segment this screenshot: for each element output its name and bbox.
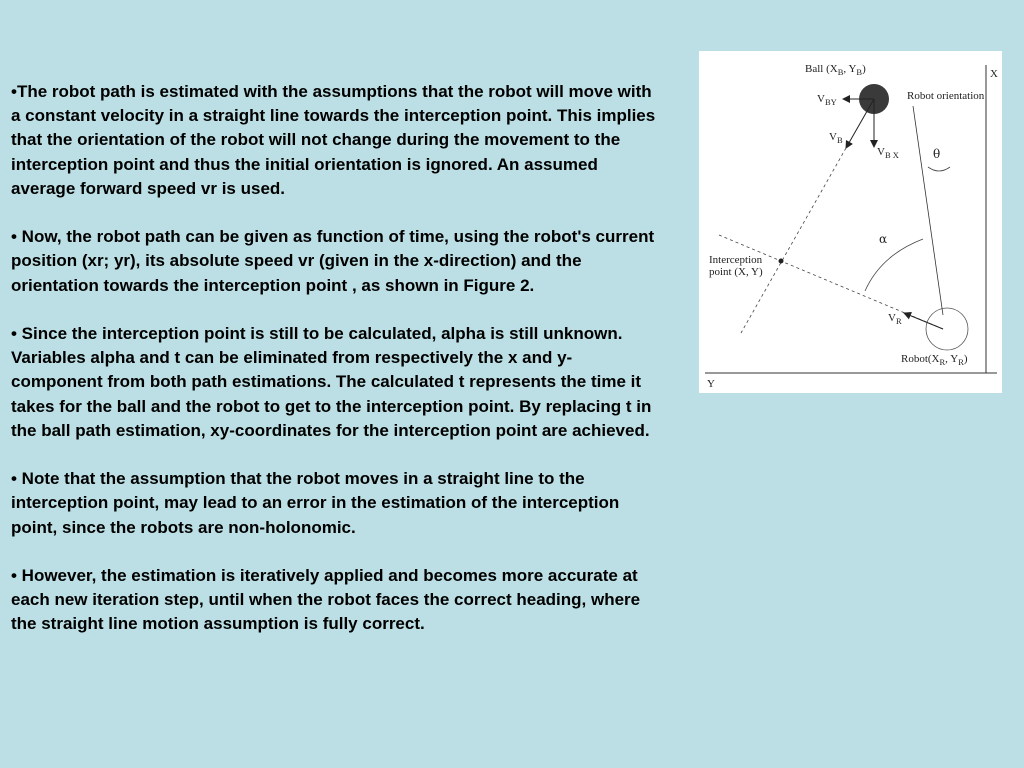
- axis-x-label: X: [990, 68, 998, 80]
- vr-arrow: [904, 313, 943, 329]
- paragraph-5: • However, the estimation is iteratively applied and becomes more accurate at each new iteration step, until when the robot faces the correct heading, where the straight line motion assumption is fully correct.: [11, 566, 641, 634]
- paragraph-3: • Since the interception point is still to be calculated, alpha is still unknown. Variables alpha and t can be eliminated from respectively the x and y-component from both path estimations. The calculated t represents the time it takes for the ball and the robot to get to the interception point. By replacing t in the ball path estimation, xy-coordinates for the interception point are achieved.: [11, 324, 652, 440]
- diagram-svg: [699, 51, 1002, 393]
- ball-label: Ball ($X_B$, $Y_B$): [805, 63, 866, 77]
- vby-label: $V_{BY}$: [817, 93, 837, 107]
- theta-arc: [928, 167, 950, 171]
- interception-label-2: point (X, Y): [709, 266, 763, 278]
- interception-diagram: [699, 51, 1002, 393]
- robot-label: $Robot(X_R$, $Y_R$): [901, 353, 968, 367]
- robot: [926, 308, 968, 350]
- vr-label: $V_R$: [888, 312, 902, 326]
- robot-orientation-line: [913, 106, 943, 315]
- vb-arrow: [846, 99, 874, 148]
- vb-label: $V_B$: [829, 131, 843, 145]
- body-text: [11, 80, 661, 637]
- alpha-label: α: [879, 232, 888, 246]
- alpha-arc: [865, 239, 923, 291]
- theta-label: θ: [933, 147, 941, 161]
- interception-label-1: Interception: [709, 254, 763, 266]
- axis-y-label: Y: [707, 378, 715, 390]
- paragraph-2: • Now, the robot path can be given as function of time, using the robot's current position (xr; yr), its absolute speed vr (given in the x-direction) and the orientation towards the interception point , as shown in Figure 2.: [11, 227, 655, 295]
- paragraph-4: • Note that the assumption that the robot moves in a straight line to the interception point, may lead to an error in the estimation of the interception point, since the robots are non-holonomic.: [11, 469, 620, 537]
- interception-point: [779, 259, 784, 264]
- paragraph-1: •The robot path is estimated with the assumptions that the robot will move with a constant velocity in a straight line towards the interception point. This implies that the orientation of the robot will not change during the movement to the interception point and thus the initial orientation is ignored. An assumed average forward speed vr is used.: [11, 82, 656, 198]
- ball-path-line: [741, 148, 846, 333]
- vbx-label: $V_{B X}$: [877, 146, 899, 160]
- robot-orientation-label: Robot orientation: [907, 90, 985, 102]
